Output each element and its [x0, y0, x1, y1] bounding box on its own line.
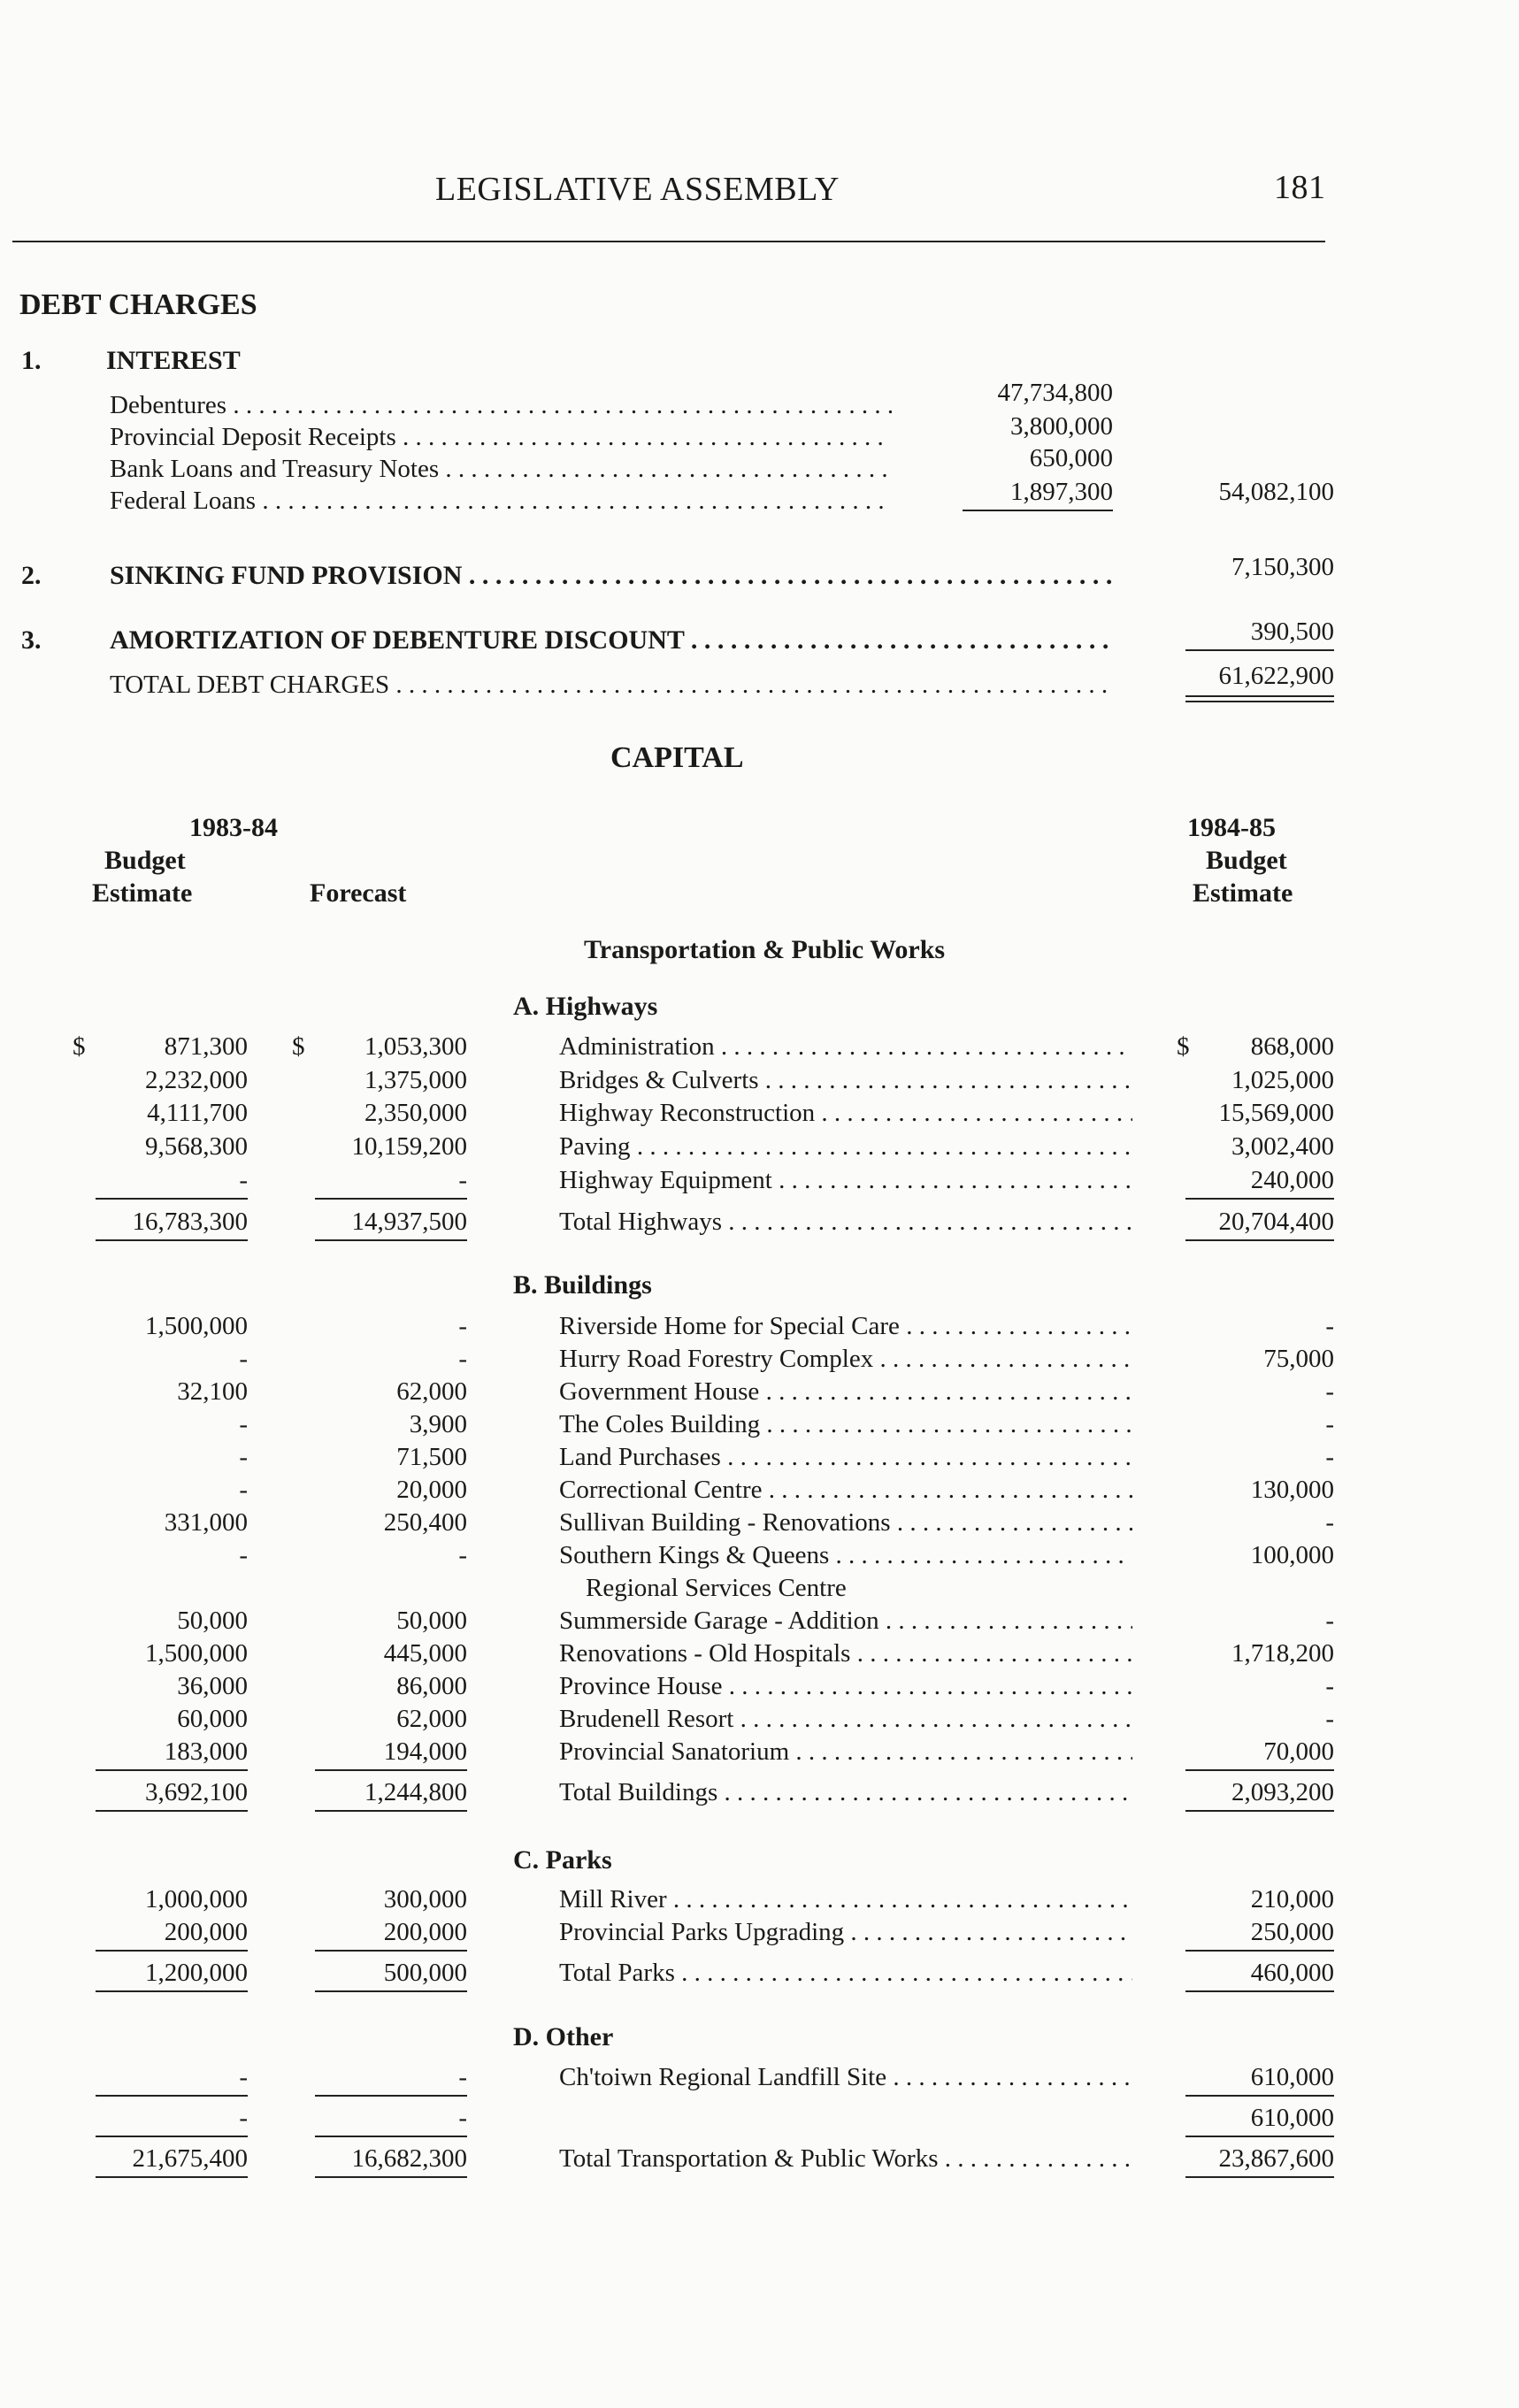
row-label: Correctional Centre . . .	[559, 1474, 1132, 1506]
debt-item-1-title: INTEREST	[106, 346, 241, 375]
amortization-underline	[1185, 649, 1334, 651]
row-label: Paving . . .	[559, 1131, 1132, 1162]
column-rule	[96, 1769, 248, 1771]
forecast-cell: 500,000	[383, 1959, 467, 1987]
estimate-cell: 460,000	[1250, 1959, 1334, 1987]
forecast-cell: -	[458, 1312, 467, 1340]
column-rule	[1185, 1239, 1334, 1241]
budget-cell: 1,200,000	[145, 1959, 248, 1987]
forecast-cell: 300,000	[383, 1885, 467, 1913]
forecast-cell: -	[458, 2104, 467, 2132]
estimate-cell: 210,000	[1250, 1885, 1334, 1913]
estimate-cell: 130,000	[1250, 1476, 1334, 1504]
forecast-cell: 3,900	[409, 1410, 467, 1438]
section-heading: B. Buildings	[513, 1270, 652, 1300]
column-rule	[1185, 1990, 1334, 1992]
forecast-cell: 10,159,200	[351, 1132, 467, 1161]
estimate-cell: 15,569,000	[1218, 1099, 1334, 1127]
row-label: Administration . . .	[559, 1031, 1132, 1062]
column-rule	[315, 1198, 467, 1200]
budget-cell: 50,000	[177, 1607, 248, 1635]
total-debt-double-rule-2	[1185, 701, 1334, 702]
col-estimate-right: Estimate	[1193, 878, 1293, 908]
budget-cell: -	[239, 2104, 248, 2132]
page-number: 181	[1274, 169, 1326, 206]
row-label: Brudenell Resort . . .	[559, 1703, 1132, 1735]
estimate-cell: 75,000	[1263, 1345, 1334, 1373]
department-title: Transportation & Public Works	[584, 935, 946, 964]
budget-cell: -	[239, 1541, 248, 1569]
interest-line-value: 47,734,800	[997, 379, 1113, 407]
column-rule	[1185, 2095, 1334, 2097]
column-rule	[315, 1239, 467, 1241]
estimate-cell: 868,000	[1250, 1032, 1334, 1061]
budget-cell: 183,000	[164, 1737, 248, 1766]
interest-underline	[963, 510, 1113, 511]
header-rule	[12, 241, 1325, 242]
column-rule	[315, 1810, 467, 1812]
row-label: Sullivan Building - Renovations . . .	[559, 1507, 1132, 1538]
estimate-cell: -	[1325, 1443, 1334, 1471]
interest-line-value: 650,000	[1029, 444, 1113, 472]
column-rule	[315, 1990, 467, 1992]
estimate-cell: 20,704,400	[1218, 1208, 1334, 1236]
estimate-cell: -	[1325, 1508, 1334, 1537]
row-label: Hurry Road Forestry Complex . . .	[559, 1343, 1132, 1375]
budget-cell: 36,000	[177, 1672, 248, 1700]
estimate-cell: -	[1325, 1410, 1334, 1438]
budget-cell: 1,000,000	[145, 1885, 248, 1913]
budget-cell: -	[239, 1443, 248, 1471]
budget-cell: 200,000	[164, 1918, 248, 1946]
estimate-cell: 70,000	[1263, 1737, 1334, 1766]
budget-cell: 3,692,100	[145, 1778, 248, 1806]
col-year-left: 1983-84	[189, 813, 278, 842]
row-label: Total Buildings . . .	[559, 1776, 1132, 1808]
column-rule	[315, 2176, 467, 2178]
estimate-cell: -	[1325, 1607, 1334, 1635]
interest-line-label: Provincial Deposit Receipts . . .	[110, 421, 892, 453]
row-label: The Coles Building . . .	[559, 1408, 1132, 1440]
budget-cell: 331,000	[164, 1508, 248, 1537]
col-budget-left: Budget	[104, 846, 186, 875]
row-label: Province House . . .	[559, 1670, 1132, 1702]
budget-cell: 4,111,700	[147, 1099, 248, 1127]
forecast-cell: 86,000	[396, 1672, 467, 1700]
estimate-cell: 100,000	[1250, 1541, 1334, 1569]
interest-line-value: 3,800,000	[1010, 412, 1113, 441]
column-rule	[1185, 1769, 1334, 1771]
row-label: Summerside Garage - Addition . . .	[559, 1605, 1132, 1637]
forecast-cell: 1,053,300	[364, 1032, 467, 1061]
budget-cell: 1,500,000	[145, 1639, 248, 1668]
debt-item-2-title: SINKING FUND PROVISION . . .	[110, 560, 1115, 592]
total-debt-double-rule-1	[1185, 695, 1334, 697]
estimate-cell: 610,000	[1250, 2063, 1334, 2091]
forecast-cell: 20,000	[396, 1476, 467, 1504]
estimate-cell: 240,000	[1250, 1166, 1334, 1194]
forecast-cell: 2,350,000	[364, 1099, 467, 1127]
interest-line-label: Debentures . . .	[110, 389, 892, 421]
forecast-cell: 194,000	[383, 1737, 467, 1766]
column-rule	[96, 2136, 248, 2137]
estimate-cell: -	[1325, 1312, 1334, 1340]
forecast-cell: 62,000	[396, 1377, 467, 1406]
budget-cell: 32,100	[177, 1377, 248, 1406]
row-label: Total Highways . . .	[559, 1206, 1132, 1238]
row-label: Mill River . . .	[559, 1883, 1132, 1915]
row-label: Renovations - Old Hospitals . . .	[559, 1637, 1132, 1669]
budget-cell: 21,675,400	[132, 2144, 248, 2173]
section-heading: D. Other	[513, 2022, 614, 2051]
estimate-cell: 3,002,400	[1231, 1132, 1334, 1161]
row-label: Land Purchases . . .	[559, 1441, 1132, 1473]
budget-cell: 16,783,300	[132, 1208, 248, 1236]
forecast-cell: -	[458, 2063, 467, 2091]
section-heading: A. Highways	[513, 992, 658, 1021]
col-estimate-left: Estimate	[92, 878, 193, 908]
column-rule	[1185, 2136, 1334, 2137]
estimate-cell: 23,867,600	[1218, 2144, 1334, 2173]
debt-item-1-num: 1.	[21, 346, 42, 375]
column-rule	[96, 1990, 248, 1992]
budget-cell: -	[239, 1166, 248, 1194]
interest-line-label: Federal Loans . . .	[110, 485, 892, 517]
debt-item-3-num: 3.	[21, 625, 42, 655]
column-rule	[315, 1769, 467, 1771]
page-header-title: LEGISLATIVE ASSEMBLY	[435, 171, 840, 208]
forecast-cell: -	[458, 1541, 467, 1569]
amortization-total: 390,500	[1250, 617, 1334, 646]
row-label: Provincial Parks Upgrading . . .	[559, 1916, 1132, 1948]
budget-cell: -	[239, 1345, 248, 1373]
row-label: Highway Equipment . . .	[559, 1164, 1132, 1196]
forecast-cell: 445,000	[383, 1639, 467, 1668]
forecast-cell: -	[458, 1345, 467, 1373]
col-budget-right: Budget	[1206, 846, 1287, 875]
column-rule	[96, 1810, 248, 1812]
budget-cell: 60,000	[177, 1705, 248, 1733]
currency-symbol: $	[1177, 1032, 1190, 1061]
col-year-right: 1984-85	[1187, 813, 1276, 842]
budget-cell: 871,300	[164, 1032, 248, 1061]
row-label: Southern Kings & Queens . . .	[559, 1539, 1132, 1571]
budget-cell: 2,232,000	[145, 1066, 248, 1094]
debt-item-2-num: 2.	[21, 561, 42, 590]
estimate-cell: 250,000	[1250, 1918, 1334, 1946]
forecast-cell: 250,400	[383, 1508, 467, 1537]
column-rule	[315, 2095, 467, 2097]
forecast-cell: 62,000	[396, 1705, 467, 1733]
section-heading: C. Parks	[513, 1845, 612, 1875]
row-label	[559, 2102, 1132, 2134]
budget-cell: -	[239, 1476, 248, 1504]
interest-total: 54,082,100	[1218, 478, 1334, 506]
forecast-cell: -	[458, 1166, 467, 1194]
forecast-cell: 50,000	[396, 1607, 467, 1635]
budget-cell: 1,500,000	[145, 1312, 248, 1340]
total-debt-label: TOTAL DEBT CHARGES . . .	[110, 669, 1115, 701]
forecast-cell: 16,682,300	[351, 2144, 467, 2173]
row-label: Highway Reconstruction . . .	[559, 1097, 1132, 1129]
row-label: Provincial Sanatorium . . .	[559, 1736, 1132, 1768]
column-rule	[96, 2176, 248, 2178]
estimate-cell: 1,025,000	[1231, 1066, 1334, 1094]
forecast-cell: 1,244,800	[364, 1778, 467, 1806]
forecast-cell: 71,500	[396, 1443, 467, 1471]
col-forecast: Forecast	[310, 878, 407, 908]
row-label: Government House . . .	[559, 1376, 1132, 1407]
row-label-continued: Regional Services Centre	[586, 1574, 847, 1602]
interest-line-label: Bank Loans and Treasury Notes . . .	[110, 453, 892, 485]
column-rule	[1185, 1810, 1334, 1812]
forecast-cell: 200,000	[383, 1918, 467, 1946]
debt-item-3-title: AMORTIZATION OF DEBENTURE DISCOUNT . . .	[110, 625, 1115, 656]
row-label: Riverside Home for Special Care . . .	[559, 1310, 1132, 1342]
column-rule	[315, 1950, 467, 1952]
estimate-cell: 610,000	[1250, 2104, 1334, 2132]
row-label: Ch'toiwn Regional Landfill Site . . .	[559, 2061, 1132, 2093]
estimate-cell: -	[1325, 1377, 1334, 1406]
currency-symbol: $	[73, 1032, 86, 1061]
budget-cell: 9,568,300	[145, 1132, 248, 1161]
row-label: Bridges & Culverts . . .	[559, 1064, 1132, 1096]
total-debt-value: 61,622,900	[1218, 662, 1334, 690]
forecast-cell: 14,937,500	[351, 1208, 467, 1236]
column-rule	[96, 1239, 248, 1241]
row-label: Total Transportation & Public Works . . .	[559, 2143, 1132, 2174]
estimate-cell: 2,093,200	[1231, 1778, 1334, 1806]
budget-cell: -	[239, 1410, 248, 1438]
column-rule	[96, 1950, 248, 1952]
debt-section-title: DEBT CHARGES	[19, 288, 257, 321]
row-label: Total Parks . . .	[559, 1957, 1132, 1989]
capital-title: CAPITAL	[610, 741, 744, 774]
column-rule	[1185, 1950, 1334, 1952]
currency-symbol: $	[292, 1032, 305, 1061]
column-rule	[96, 2095, 248, 2097]
estimate-cell: 1,718,200	[1231, 1639, 1334, 1668]
column-rule	[96, 1198, 248, 1200]
forecast-cell: 1,375,000	[364, 1066, 467, 1094]
column-rule	[1185, 2176, 1334, 2178]
estimate-cell: -	[1325, 1672, 1334, 1700]
interest-line-value: 1,897,300	[1010, 478, 1113, 506]
sinking-fund-total: 7,150,300	[1231, 553, 1334, 581]
column-rule	[1185, 1198, 1334, 1200]
budget-cell: -	[239, 2063, 248, 2091]
column-rule	[315, 2136, 467, 2137]
estimate-cell: -	[1325, 1705, 1334, 1733]
